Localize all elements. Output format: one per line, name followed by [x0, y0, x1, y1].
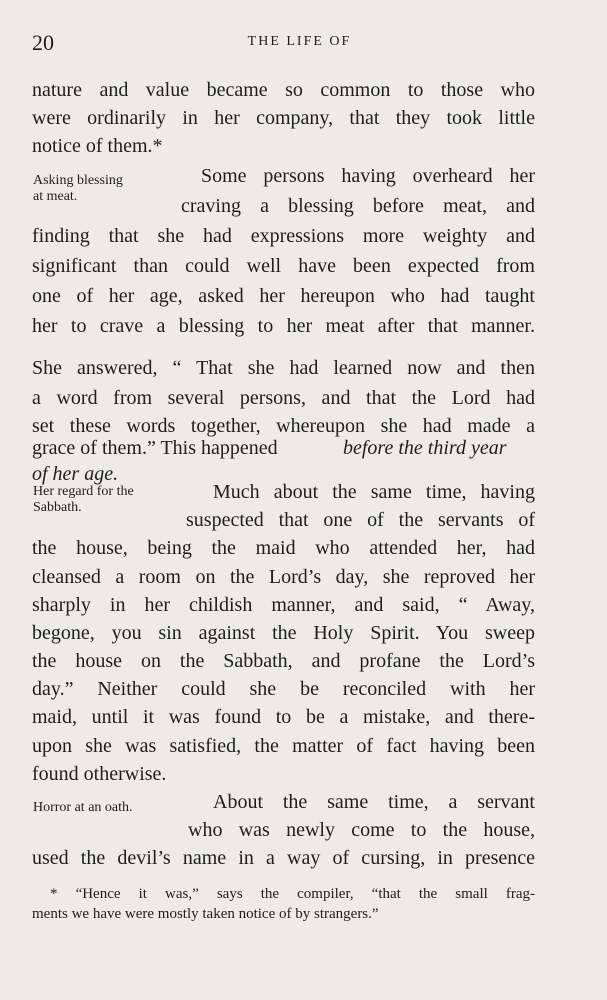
text-line: were ordinarily in her company, that they took little	[32, 107, 535, 129]
text-line: found otherwise.	[32, 763, 167, 785]
sidenote-sabbath-2: Sabbath.	[33, 500, 82, 515]
text-line: set these words together, whereupon she had made a	[32, 415, 535, 437]
italic-phrase: before the third year	[343, 437, 507, 459]
text-line: day.” Neither could she be reconciled with her	[32, 678, 535, 700]
text-line: maid, until it was found to be a mistake, and there-	[32, 706, 535, 728]
text-line: Some persons having overheard her	[201, 165, 535, 187]
text-line: She answered, “ That she had learned now and then	[32, 357, 535, 379]
sidenote-sabbath-1: Her regard for the	[33, 484, 134, 499]
text-line: begone, you sin against the Holy Spirit. You sweep	[32, 622, 535, 644]
text-line: notice of them.*	[32, 135, 163, 157]
text-line: a word from several persons, and that the Lord had	[32, 387, 535, 409]
text-line: suspected that one of the servants of	[186, 509, 535, 531]
text-line: the house, being the maid who attended her, had	[32, 537, 535, 559]
text-line: grace of them.” This happened	[32, 437, 278, 459]
text-line: one of her age, asked her hereupon who had taught	[32, 285, 535, 307]
sidenote-oath: Horror at an oath.	[33, 800, 133, 815]
sidenote-asking-blessing-1: Asking blessing	[33, 173, 123, 188]
text-line: her to crave a blessing to her meat after that manner.	[32, 315, 535, 337]
page-number: 20	[32, 30, 54, 55]
text-line: upon she was satisfied, the matter of fact having been	[32, 735, 535, 757]
text-line: who was newly come to the house,	[188, 819, 535, 841]
footnote-line: ments we have were mostly taken notice of by strangers.”	[32, 906, 379, 922]
sidenote-asking-blessing-2: at meat.	[33, 189, 78, 204]
running-title: THE LIFE OF	[247, 34, 352, 49]
footnote-line: * “Hence it was,” says the compiler, “that the small frag-	[50, 886, 535, 902]
text-line: cleansed a room on the Lord’s day, she reproved her	[32, 566, 535, 588]
page-header	[32, 30, 567, 56]
text-line-italic	[32, 462, 232, 486]
text-line: About the same time, a servant	[213, 791, 535, 813]
text-line: finding that she had expressions more weighty and	[32, 225, 535, 247]
text-line: sharply in her childish manner, and said, “ Away,	[32, 594, 535, 616]
text-line: the house on the Sabbath, and profane the Lord’s	[32, 650, 535, 672]
text-line: nature and value became so common to those who	[32, 79, 535, 101]
text-line: Much about the same time, having	[213, 481, 535, 503]
text-line: craving a blessing before meat, and	[181, 195, 535, 217]
text-line: significant than could well have been expected from	[32, 255, 535, 277]
text-line-italic	[343, 436, 535, 460]
text-line: used the devil’s name in a way of cursing, in presence	[32, 847, 535, 869]
italic-phrase: of her age.	[32, 463, 119, 485]
